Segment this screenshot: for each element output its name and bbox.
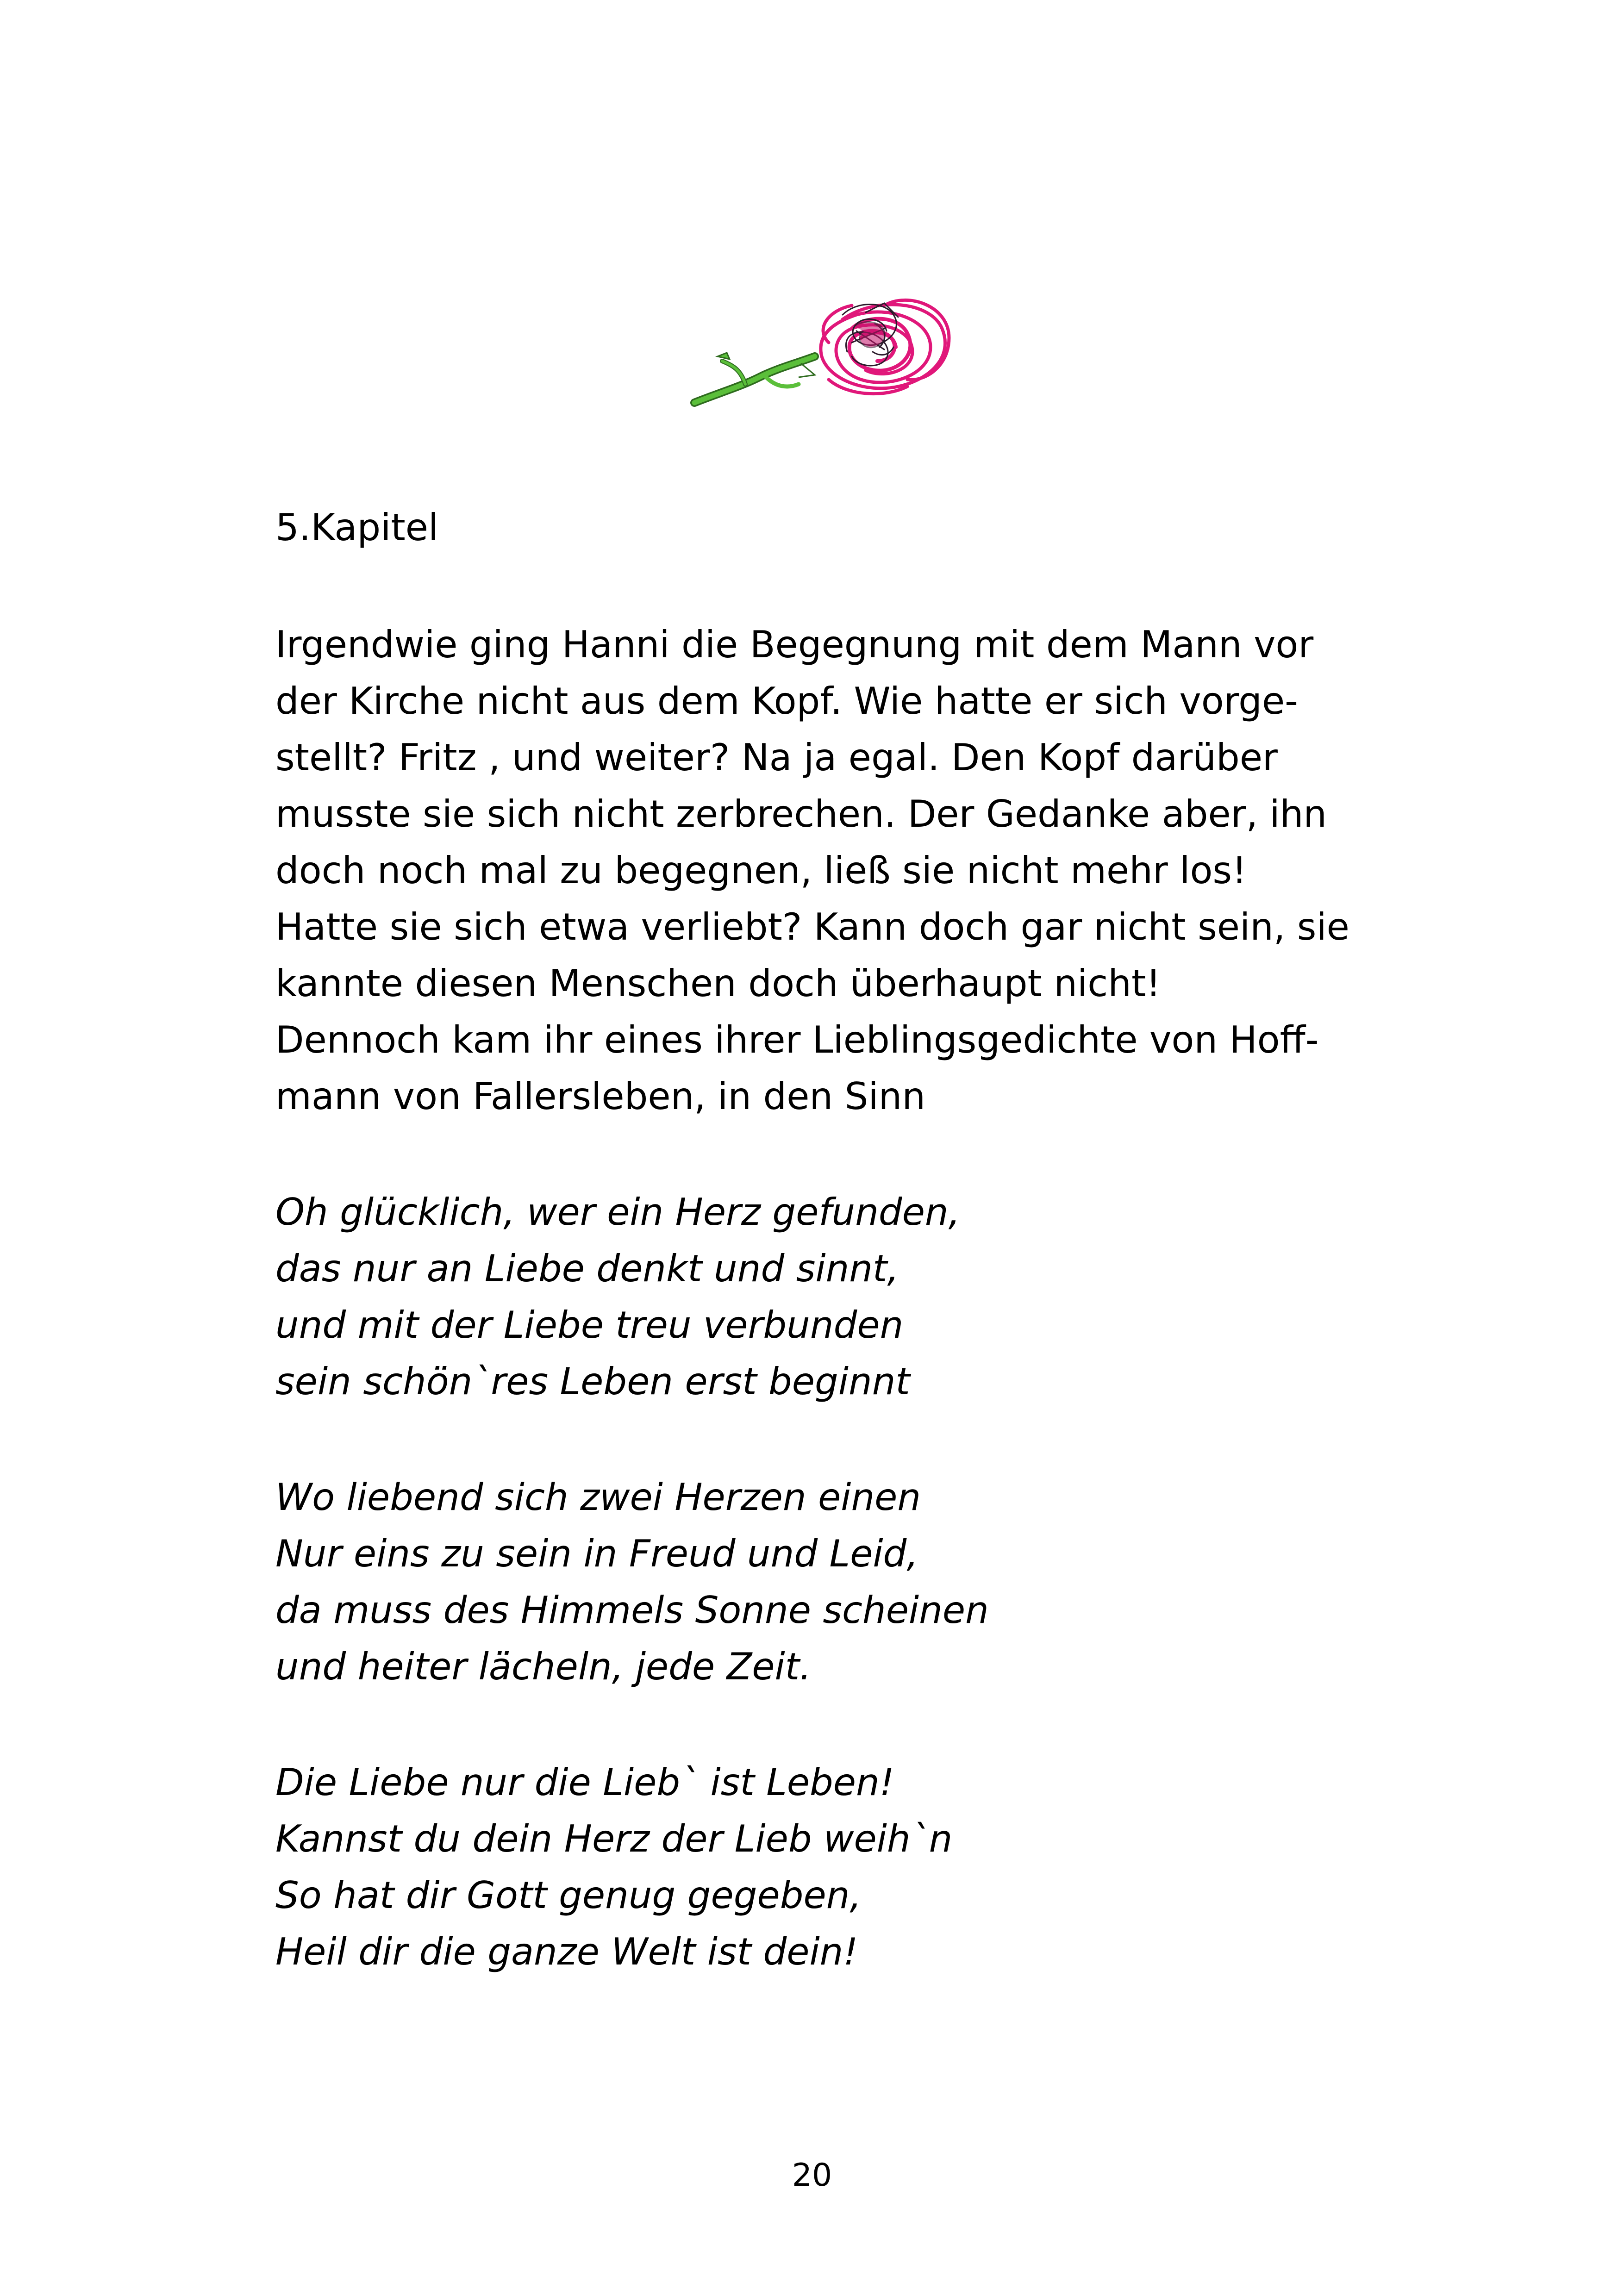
poem-stanza-2 — [275, 1469, 1387, 1695]
poem-line: So hat dir Gott genug gegeben, — [275, 1874, 862, 1917]
poem-line: da muss des Himmels Sonne scheinen — [275, 1589, 989, 1632]
chapter-heading: 5.Kapitel — [275, 506, 439, 549]
poem-line: und mit der Liebe treu verbunden — [275, 1303, 904, 1347]
prose-line: doch noch mal zu begegnen, ließ sie nicht mehr los! — [275, 849, 1247, 892]
prose-line: musste sie sich nicht zerbrechen. Der Gedanke aber, ihn — [275, 792, 1327, 836]
poem-line: sein schön`res Leben erst beginnt — [275, 1360, 910, 1403]
poem-line: Kannst du dein Herz der Lieb weih`n — [275, 1817, 953, 1860]
poem-line: Heil dir die ganze Welt ist dein! — [275, 1930, 858, 1973]
prose-line: mann von Fallersleben, in den Sinn — [275, 1075, 926, 1118]
chapter-body — [275, 500, 1387, 1980]
prose-paragraph — [275, 617, 1387, 1125]
prose-line: Dennoch kam ihr eines ihrer Lieblingsgedichte von Hoff- — [275, 1018, 1319, 1061]
poem-line: Die Liebe nur die Lieb` ist Leben! — [275, 1761, 894, 1804]
prose-line: stellt? Fritz , und weiter? Na ja egal. Den Kopf darüber — [275, 736, 1278, 779]
poem-stanza-3 — [275, 1754, 1387, 1980]
poem-stanza-1 — [275, 1184, 1387, 1410]
poem-line: das nur an Liebe denkt und sinnt, — [275, 1247, 899, 1290]
prose-line: der Kirche nicht aus dem Kopf. Wie hatte er sich vorge- — [275, 680, 1299, 723]
poem-line: Nur eins zu sein in Freud und Leid, — [275, 1532, 918, 1575]
page-number: 20 — [792, 2157, 832, 2194]
prose-line: Irgendwie ging Hanni die Begegnung mit dem Mann vor — [275, 623, 1314, 666]
poem-line: und heiter lächeln, jede Zeit. — [275, 1645, 812, 1688]
rose-icon — [690, 287, 968, 426]
poem-line: Oh glücklich, wer ein Herz gefunden, — [275, 1191, 961, 1234]
poem-line: Wo liebend sich zwei Herzen einen — [275, 1476, 921, 1519]
prose-line: kannte diesen Menschen doch überhaupt nicht! — [275, 962, 1161, 1005]
prose-line: Hatte sie sich etwa verliebt? Kann doch gar nicht sein, sie — [275, 905, 1349, 948]
